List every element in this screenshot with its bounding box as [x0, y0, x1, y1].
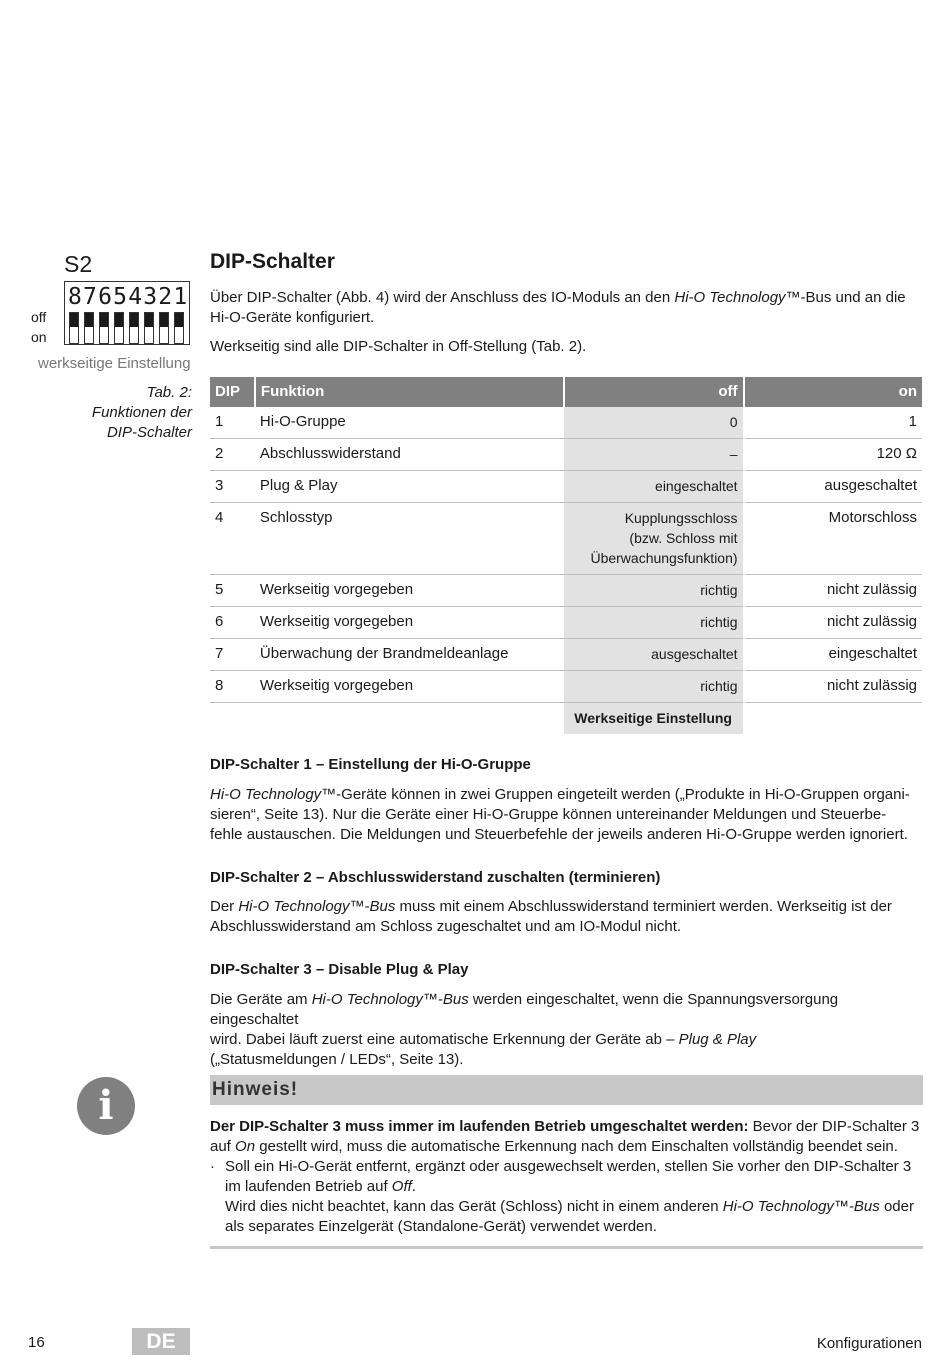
cell-function: Werkseitig vorgegeben [255, 607, 564, 639]
text: muss mit einem Abschlusswiderstand terminiert werden. Werkseitig ist der [395, 898, 892, 915]
text: oder [879, 1198, 914, 1215]
text: Bevor der DIP-Schalter 3 [748, 1118, 920, 1135]
dip-switch-7 [84, 312, 94, 344]
text: wird. Dabei läuft zuerst eine automatische Erkennung der Geräte ab – [210, 1031, 679, 1048]
hint-divider [210, 1246, 923, 1249]
header-function: Funktion [255, 377, 564, 407]
table-row [210, 471, 922, 503]
table-caption [60, 383, 192, 443]
text: werden eingeschaltet, wenn die Spannungsversorgung eingeschaltet [210, 991, 839, 1028]
text-em: Hi-O Technology [674, 289, 786, 306]
hint-text [210, 1117, 922, 1157]
cell-on: nicht zulässig [744, 575, 922, 607]
cell-dip: 2 [210, 439, 255, 471]
header-off: off [564, 377, 744, 407]
factory-setting-label: werkseitige Einstellung [38, 355, 191, 372]
cell-off-line: (bzw. Schloss mit [629, 530, 738, 546]
cell-function: Werkseitig vorgegeben [255, 575, 564, 607]
switch-label: S2 [64, 251, 93, 277]
caption-line: Funktionen der [91, 404, 192, 421]
text-em: Hi-O Technology™-Bus [311, 991, 469, 1008]
hint-bullet-text [225, 1157, 922, 1237]
cell-function: Abschlusswiderstand [255, 439, 564, 471]
table-header [210, 377, 922, 407]
on-label: on [31, 329, 47, 345]
cell-empty [744, 703, 922, 735]
caption-line: DIP-Schalter [106, 424, 192, 441]
cell-on: eingeschaltet [744, 639, 922, 671]
text: („Statusmeldungen / LEDs“, Seite 13). [210, 1051, 464, 1068]
dip-switch-4 [129, 312, 139, 344]
hint-title: Hinweis! [212, 1079, 299, 1100]
table-row [210, 439, 922, 471]
cell-function: Plug & Play [255, 471, 564, 503]
cell-off: richtig [564, 575, 744, 607]
table-row [210, 407, 922, 439]
bullet: · [210, 1158, 215, 1175]
table-row [210, 607, 922, 639]
cell-dip: 8 [210, 671, 255, 703]
switch-numbers: 87654321 [68, 284, 189, 310]
caption-line: Tab. 2: [146, 384, 192, 401]
cell-off: – [564, 439, 744, 471]
text: Hi-O-Geräte konfiguriert. [210, 309, 375, 326]
cell-off: eingeschaltet [564, 471, 744, 503]
dip-switch-5 [114, 312, 124, 344]
cell-empty [255, 703, 564, 735]
cell-off: 0 [564, 407, 744, 439]
dip-switch-1 [174, 312, 184, 344]
cell-dip: 6 [210, 607, 255, 639]
page-title: DIP-Schalter [210, 250, 335, 273]
section-3-text [210, 990, 922, 1070]
text: Über DIP-Schalter (Abb. 4) wird der Anschluss des IO-Moduls an den [210, 289, 675, 306]
section-2-title: DIP-Schalter 2 – Abschlusswiderstand zuschalten (terminieren) [210, 869, 661, 886]
text: Soll ein Hi-O-Gerät entfernt, ergänzt oder ausgewechselt werden, stellen Sie vorher den DIP-Schalter 3 [225, 1158, 912, 1175]
text-em: Hi-O Technology™-Bus [238, 898, 396, 915]
cell-dip: 3 [210, 471, 255, 503]
table-row [210, 575, 922, 607]
section-name: Konfigurationen [816, 1335, 922, 1352]
table-row [210, 671, 922, 703]
cell-dip: 1 [210, 407, 255, 439]
cell-function: Werkseitig vorgegeben [255, 671, 564, 703]
cell-off-line: Überwachungsfunktion) [590, 550, 738, 566]
cell-on: Motorschloss [744, 503, 922, 575]
text: Wird dies nicht beachtet, kann das Gerät (Schloss) nicht in einem anderen [225, 1198, 723, 1215]
text: sieren“, Seite 13). Nur die Geräte einer Hi-O-Gruppe können untereinander Meldungen und Steuerbe- [210, 806, 887, 823]
table-row [210, 639, 922, 671]
cell-off: ausgeschaltet [564, 639, 744, 671]
cell-on: ausgeschaltet [744, 471, 922, 503]
dip-switch-3 [144, 312, 154, 344]
off-label: off [31, 309, 47, 325]
cell-off: richtig [564, 607, 744, 639]
text: Der [210, 898, 239, 915]
hint-title-bar [210, 1075, 923, 1105]
intro-paragraph-2: Werkseitig sind alle DIP-Schalter in Off-Stellung (Tab. 2). [210, 338, 587, 355]
text: . [411, 1178, 416, 1195]
table-row [210, 503, 922, 575]
text: gestellt wird, muss die automatische Erkennung nach dem Einschalten vollständig beendet sein. [255, 1138, 898, 1155]
info-icon: i [77, 1077, 135, 1135]
text: ™-Bus und an die [785, 289, 906, 306]
cell-dip: 5 [210, 575, 255, 607]
text: als separates Einzelgerät (Standalone-Gerät) verwendet werden. [225, 1218, 657, 1235]
table-footer-row [210, 703, 922, 735]
section-1-title: DIP-Schalter 1 – Einstellung der Hi-O-Gruppe [210, 756, 531, 773]
header-dip: DIP [210, 377, 255, 407]
text: im laufenden Betrieb auf [225, 1178, 392, 1195]
text: auf [210, 1138, 236, 1155]
text: Abschlusswiderstand am Schloss zugeschaltet und am IO-Modul nicht. [210, 918, 682, 935]
cell-function: Überwachung der Brandmeldeanlage [255, 639, 564, 671]
cell-on: nicht zulässig [744, 671, 922, 703]
page-number: 16 [28, 1334, 45, 1351]
header-on: on [744, 377, 922, 407]
language-badge: DE [132, 1328, 190, 1355]
section-1-text [210, 785, 922, 845]
cell-on: 1 [744, 407, 922, 439]
hint-bold: Der DIP-Schalter 3 muss immer im laufenden Betrieb umgeschaltet werden: [210, 1118, 749, 1135]
cell-function: Schlosstyp [255, 503, 564, 575]
intro-paragraph [210, 288, 922, 328]
cell-on: 120 Ω [744, 439, 922, 471]
cell-function: Hi-O-Gruppe [255, 407, 564, 439]
text-em: Off [391, 1178, 412, 1195]
dip-switch-8 [69, 312, 79, 344]
text-em: Plug & Play [678, 1031, 757, 1048]
dip-switch-2 [159, 312, 169, 344]
cell-off [564, 503, 744, 575]
text-em: On [235, 1138, 256, 1155]
cell-on: nicht zulässig [744, 607, 922, 639]
section-2-text [210, 897, 922, 937]
factory-setting-cell: Werkseitige Einstellung [564, 703, 744, 735]
text: Die Geräte am [210, 991, 312, 1008]
cell-empty [210, 703, 255, 735]
cell-off-line: Kupplungsschloss [624, 510, 738, 526]
cell-dip: 4 [210, 503, 255, 575]
text: fehle austauschen. Die Meldungen und Steuerbefehle der jeweils anderen Hi-O-Gruppe werden ignoriert. [210, 826, 908, 843]
cell-off: richtig [564, 671, 744, 703]
text-em: Hi-O Technology [210, 786, 322, 803]
text-em: Hi-O Technology™-Bus [722, 1198, 880, 1215]
dip-switch-6 [99, 312, 109, 344]
text: ™-Geräte können in zwei Gruppen eingeteilt werden („Produkte in Hi-O-Gruppen organi- [321, 786, 910, 803]
section-3-title: DIP-Schalter 3 – Disable Plug & Play [210, 961, 469, 978]
cell-dip: 7 [210, 639, 255, 671]
dip-function-table [210, 377, 922, 734]
